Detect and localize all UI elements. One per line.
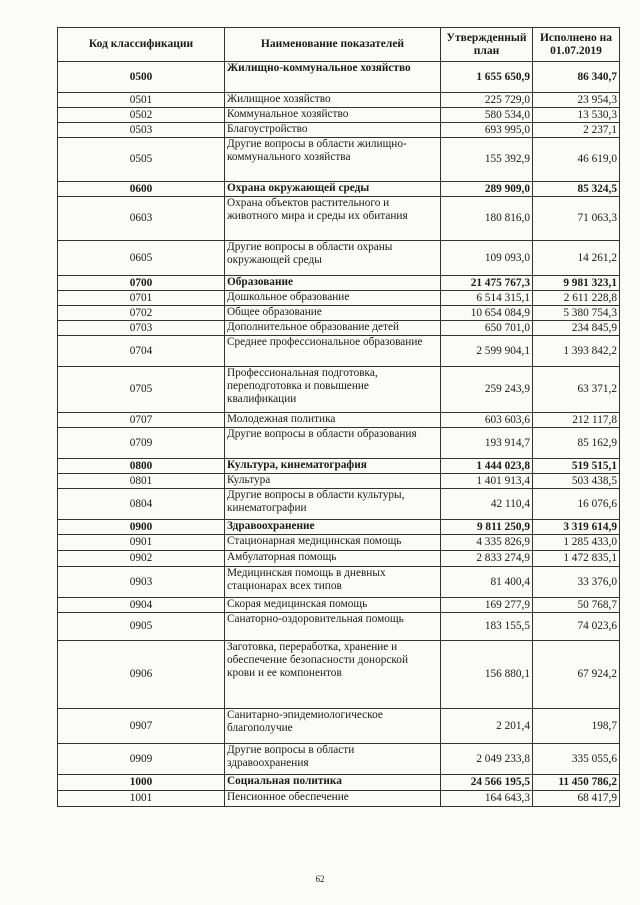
cell-name: Коммунальное хозяйство bbox=[225, 108, 441, 123]
cell-plan: 2 049 233,8 bbox=[441, 744, 533, 775]
cell-name: Другие вопросы в области жилищно-коммунального хозяйства bbox=[225, 138, 441, 182]
cell-code: 0505 bbox=[58, 138, 225, 182]
cell-done: 68 417,9 bbox=[533, 791, 620, 807]
cell-name: Благоустройство bbox=[225, 123, 441, 138]
table-row bbox=[58, 598, 620, 613]
cell-done: 2 611 228,8 bbox=[533, 291, 620, 306]
cell-plan: 169 277,9 bbox=[441, 598, 533, 613]
cell-code: 0603 bbox=[58, 197, 225, 241]
table-row bbox=[58, 535, 620, 551]
cell-plan: 180 816,0 bbox=[441, 197, 533, 241]
cell-plan: 2 599 904,1 bbox=[441, 336, 533, 367]
cell-plan: 9 811 250,9 bbox=[441, 520, 533, 535]
cell-code: 0705 bbox=[58, 367, 225, 413]
cell-done: 14 261,2 bbox=[533, 241, 620, 276]
cell-plan: 2 201,4 bbox=[441, 709, 533, 744]
cell-plan: 580 534,0 bbox=[441, 108, 533, 123]
cell-plan: 164 643,3 bbox=[441, 791, 533, 807]
cell-done: 86 340,7 bbox=[533, 62, 620, 93]
table-row bbox=[58, 709, 620, 744]
cell-plan: 155 392,9 bbox=[441, 138, 533, 182]
cell-code: 0904 bbox=[58, 598, 225, 613]
cell-code: 0902 bbox=[58, 551, 225, 567]
cell-done: 50 768,7 bbox=[533, 598, 620, 613]
cell-plan: 21 475 767,3 bbox=[441, 276, 533, 291]
table-row bbox=[58, 567, 620, 598]
table-row-section bbox=[58, 62, 620, 93]
cell-code: 0704 bbox=[58, 336, 225, 367]
cell-plan: 109 093,0 bbox=[441, 241, 533, 276]
cell-code: 0900 bbox=[58, 520, 225, 535]
cell-code: 0905 bbox=[58, 613, 225, 641]
cell-plan: 225 729,0 bbox=[441, 93, 533, 108]
cell-plan: 81 400,4 bbox=[441, 567, 533, 598]
cell-code: 1000 bbox=[58, 775, 225, 791]
table-row bbox=[58, 241, 620, 276]
cell-code: 0709 bbox=[58, 428, 225, 459]
cell-plan: 1 655 650,9 bbox=[441, 62, 533, 93]
cell-done: 13 530,3 bbox=[533, 108, 620, 123]
cell-done: 335 055,6 bbox=[533, 744, 620, 775]
table-row bbox=[58, 336, 620, 367]
cell-done: 2 237,1 bbox=[533, 123, 620, 138]
table-row bbox=[58, 197, 620, 241]
table-row bbox=[58, 138, 620, 182]
cell-done: 1 472 835,1 bbox=[533, 551, 620, 567]
table-row bbox=[58, 321, 620, 336]
cell-code: 0906 bbox=[58, 641, 225, 709]
cell-code: 0903 bbox=[58, 567, 225, 598]
cell-name: Другие вопросы в области культуры, кинематографии bbox=[225, 489, 441, 520]
table-body bbox=[58, 62, 620, 807]
cell-name: Заготовка, переработка, хранение и обеспечение безопасности донорской крови и ее компонентов bbox=[225, 641, 441, 709]
cell-code: 0503 bbox=[58, 123, 225, 138]
cell-code: 0500 bbox=[58, 62, 225, 93]
cell-code: 0600 bbox=[58, 182, 225, 197]
cell-code: 0804 bbox=[58, 489, 225, 520]
table-row-section bbox=[58, 459, 620, 474]
table-row bbox=[58, 489, 620, 520]
cell-plan: 6 514 315,1 bbox=[441, 291, 533, 306]
cell-done: 519 515,1 bbox=[533, 459, 620, 474]
cell-name: Другие вопросы в области охраны окружающей среды bbox=[225, 241, 441, 276]
cell-plan: 693 995,0 bbox=[441, 123, 533, 138]
cell-code: 0502 bbox=[58, 108, 225, 123]
table-row bbox=[58, 641, 620, 709]
cell-name: Культура bbox=[225, 474, 441, 489]
header-done: Исполнено на 01.07.2019 bbox=[533, 28, 620, 62]
cell-name: Дошкольное образование bbox=[225, 291, 441, 306]
table-row-section bbox=[58, 182, 620, 197]
cell-name: Другие вопросы в области образования bbox=[225, 428, 441, 459]
cell-plan: 193 914,7 bbox=[441, 428, 533, 459]
cell-done: 503 438,5 bbox=[533, 474, 620, 489]
header-plan: Утвержденный план bbox=[441, 28, 533, 62]
cell-plan: 650 701,0 bbox=[441, 321, 533, 336]
cell-code: 0501 bbox=[58, 93, 225, 108]
cell-name: Санитарно-эпидемиологическое благополучие bbox=[225, 709, 441, 744]
cell-name: Культура, кинематография bbox=[225, 459, 441, 474]
cell-plan: 603 603,6 bbox=[441, 413, 533, 428]
cell-name: Жилищно-коммунальное хозяйство bbox=[225, 62, 441, 93]
table-row bbox=[58, 306, 620, 321]
cell-name: Амбулаторная помощь bbox=[225, 551, 441, 567]
cell-code: 0702 bbox=[58, 306, 225, 321]
cell-plan: 10 654 084,9 bbox=[441, 306, 533, 321]
cell-done: 46 619,0 bbox=[533, 138, 620, 182]
cell-done: 23 954,3 bbox=[533, 93, 620, 108]
table-row bbox=[58, 291, 620, 306]
cell-name: Медицинская помощь в дневных стационарах всех типов bbox=[225, 567, 441, 598]
cell-plan: 289 909,0 bbox=[441, 182, 533, 197]
cell-done: 5 380 754,3 bbox=[533, 306, 620, 321]
cell-code: 0901 bbox=[58, 535, 225, 551]
cell-done: 33 376,0 bbox=[533, 567, 620, 598]
cell-done: 1 393 842,2 bbox=[533, 336, 620, 367]
table-row bbox=[58, 367, 620, 413]
table-row bbox=[58, 791, 620, 807]
cell-done: 212 117,8 bbox=[533, 413, 620, 428]
cell-name: Охрана окружающей среды bbox=[225, 182, 441, 197]
cell-name: Охрана объектов растительного и животного мира и среды их обитания bbox=[225, 197, 441, 241]
table-row bbox=[58, 744, 620, 775]
cell-name: Молодежная политика bbox=[225, 413, 441, 428]
cell-name: Дополнительное образование детей bbox=[225, 321, 441, 336]
cell-name: Санаторно-оздоровительная помощь bbox=[225, 613, 441, 641]
table-row bbox=[58, 551, 620, 567]
table-row bbox=[58, 428, 620, 459]
cell-code: 0605 bbox=[58, 241, 225, 276]
cell-plan: 2 833 274,9 bbox=[441, 551, 533, 567]
header-code: Код классификации bbox=[58, 28, 225, 62]
cell-plan: 1 444 023,8 bbox=[441, 459, 533, 474]
page-number: 62 bbox=[315, 874, 325, 884]
cell-code: 0700 bbox=[58, 276, 225, 291]
cell-code: 0800 bbox=[58, 459, 225, 474]
cell-done: 16 076,6 bbox=[533, 489, 620, 520]
table-row bbox=[58, 93, 620, 108]
cell-code: 0907 bbox=[58, 709, 225, 744]
cell-name: Общее образование bbox=[225, 306, 441, 321]
cell-done: 1 285 433,0 bbox=[533, 535, 620, 551]
cell-name: Среднее профессиональное образование bbox=[225, 336, 441, 367]
cell-done: 198,7 bbox=[533, 709, 620, 744]
table-row-section bbox=[58, 520, 620, 535]
cell-name: Пенсионное обеспечение bbox=[225, 791, 441, 807]
cell-done: 3 319 614,9 bbox=[533, 520, 620, 535]
cell-name: Скорая медицинская помощь bbox=[225, 598, 441, 613]
cell-done: 71 063,3 bbox=[533, 197, 620, 241]
table-row bbox=[58, 123, 620, 138]
cell-code: 0909 bbox=[58, 744, 225, 775]
cell-name: Профессиональная подготовка, переподготовка и повышение квалификации bbox=[225, 367, 441, 413]
cell-code: 0701 bbox=[58, 291, 225, 306]
table-row bbox=[58, 613, 620, 641]
table-row-section bbox=[58, 775, 620, 791]
cell-name: Жилищное хозяйство bbox=[225, 93, 441, 108]
cell-name: Образование bbox=[225, 276, 441, 291]
cell-code: 0801 bbox=[58, 474, 225, 489]
table-header-row bbox=[58, 28, 620, 62]
cell-name: Здравоохранение bbox=[225, 520, 441, 535]
cell-done: 85 324,5 bbox=[533, 182, 620, 197]
budget-table bbox=[57, 27, 620, 807]
cell-code: 0703 bbox=[58, 321, 225, 336]
table-row-section bbox=[58, 276, 620, 291]
cell-plan: 156 880,1 bbox=[441, 641, 533, 709]
cell-done: 63 371,2 bbox=[533, 367, 620, 413]
cell-name: Другие вопросы в области здравоохранения bbox=[225, 744, 441, 775]
table-row bbox=[58, 474, 620, 489]
cell-done: 11 450 786,2 bbox=[533, 775, 620, 791]
table-row bbox=[58, 413, 620, 428]
cell-name: Социальная политика bbox=[225, 775, 441, 791]
cell-code: 1001 bbox=[58, 791, 225, 807]
cell-plan: 259 243,9 bbox=[441, 367, 533, 413]
cell-done: 234 845,9 bbox=[533, 321, 620, 336]
cell-done: 74 023,6 bbox=[533, 613, 620, 641]
cell-done: 9 981 323,1 bbox=[533, 276, 620, 291]
cell-done: 67 924,2 bbox=[533, 641, 620, 709]
cell-code: 0707 bbox=[58, 413, 225, 428]
table-row bbox=[58, 108, 620, 123]
cell-done: 85 162,9 bbox=[533, 428, 620, 459]
cell-plan: 1 401 913,4 bbox=[441, 474, 533, 489]
cell-plan: 183 155,5 bbox=[441, 613, 533, 641]
cell-name: Стационарная медицинская помощь bbox=[225, 535, 441, 551]
header-name: Наименование показателей bbox=[225, 28, 441, 62]
cell-plan: 4 335 826,9 bbox=[441, 535, 533, 551]
cell-plan: 24 566 195,5 bbox=[441, 775, 533, 791]
cell-plan: 42 110,4 bbox=[441, 489, 533, 520]
